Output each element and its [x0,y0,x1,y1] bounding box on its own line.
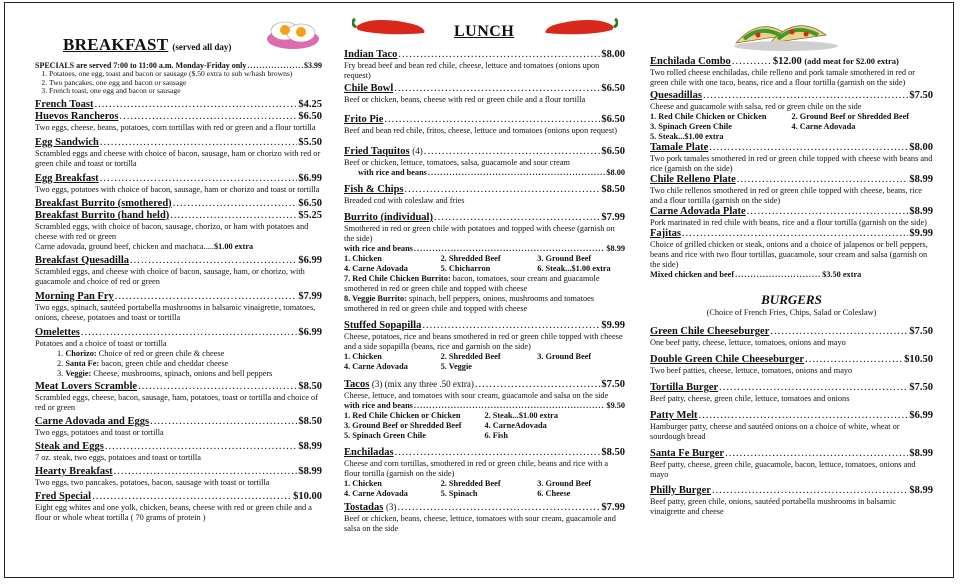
red-chile-icon [540,15,618,39]
list-item: 5. Spinach [440,489,478,498]
menu-item-omelettes: Omelettes ..... $6.99 Potatoes and a choice of toast or tortilla 1. Chorizo: Choice of red or green chile & cheese 2. Santa Fe: bacon, green chile and cheddar cheese 3. Veggie: Cheese, mushrooms, spinach, onions and bell peppers [35,327,322,379]
menu-item-stuffed-sopapilla: Stuffed Sopapilla ..... $9.99 Cheese, potatoes, rice and beans smothered in red or green chile topped with cheese and a side sopapilla (beans, rice and garnish on the side) 1. Chicken 2. Shredded Beef 3. Ground Beef 4. Carne Adovada 5. Veggie [344,320,625,372]
omelette-options [35,349,322,379]
sopapilla-options [344,352,625,372]
menu-item-carne-adovada-plate: Carne Adovada Plate ..... $8.99 Pork marinated in red chile with beans, rice and a flour tortilla (garnish on the side) [650,206,933,228]
menu-item-fajitas: Fajitas ..... $9.99 Choice of grilled chicken or steak, onions and a choice of jalapenos or bell peppers, beans and rice with two flour tortillas, guacamole, sour cream and salsa (garnish on the side) Mixed chicken and beef ..... $3.50 extra [650,228,933,280]
burgers-title: BURGERS [761,292,822,307]
list-item: 5. Chicharron [440,264,491,273]
menu-item-quesadillas: Quesadillas ..... $7.50 Cheese and guacamole with salsa, red or green chile on the side 1. Red Chile Chicken or Chicken 2. Ground Beef or Shredded Beef 3. Spinach Green Chile 4. Carne Adovada 5. Steak...$1.00 extra [650,90,933,142]
list-item: 3. Spinach Green Chile [650,122,732,131]
list-item: 2. Ground Beef or Shredded Beef [791,112,910,121]
list-item: 3. French toast, one egg and bacon or sausage [49,87,322,96]
menu-item-steak-eggs: Steak and Eggs ..... $8.99 7 oz. steak, two eggs, potatoes and toast or tortilla [35,441,322,463]
list-item: 6. Steak...$1.00 extra [537,264,611,273]
menu-item-fried-taquitos: Fried Taquitos (4) ..... $6.50 Beef or chicken, lettuce, tomatoes, salsa, guacamole and sour cream with rice and beans ..... $8.00 [344,145,625,178]
menu-item-chile-relleno-plate: Chile Relleno Plate ..... $8.99 Two chile rellenos smothered in red or green chile topped with cheese, beans, rice and a flour tortilla (garnish on the side) [650,174,933,206]
specials-header: SPECIALS are served 7:00 to 11:00 a.m. Monday-Friday only ..... $3.99 [35,61,322,70]
list-item: 1. Red Chile Chicken or Chicken [344,411,461,420]
list-item: 1. Chicken [344,479,382,488]
menu-item-enchilada-combo: Enchilada Combo ..... $12.00 (add meat for $2.00 extra) Two rolled cheese enchiladas, chile relleno and pork tamale smothered in red or green chile with one taco, beans, rice and a flour tortilla (garnish on the side) [650,55,933,88]
burrito-note: Carne adovada, ground beef, chicken and machaca.....$1.00 extra [35,241,254,251]
specials-list [35,70,322,96]
menu-item-tamale-plate: Tamale Plate ..... $8.00 Two pork tamales smothered in red or green chile topped with cheese with beans and rice (garnish on the side) [650,142,933,174]
list-item: 3. Ground Beef [537,254,592,263]
list-item: 2. Shredded Beef [440,254,501,263]
list-item: 5. Spinach Green Chile [344,431,426,440]
breakfast-subtitle: (served all day) [172,42,232,52]
breakfast-heading [63,35,231,55]
fried-eggs-icon [263,13,321,51]
menu-item-breakfast-quesadilla: Breakfast Quesadilla ..... $6.99 Scrambled eggs, and cheese with choice of bacon, sausage, ham, or chorizo, with guacamole and choice of red or green [35,255,322,287]
list-item: 4. Carne Adovada [344,489,408,498]
burgers-subtitle: (Choice of French Fries, Chips, Salad or Coleslaw) [706,308,877,317]
list-item: 4. Carne Adovada [344,264,408,273]
list-item: 4. Carne Adovada [791,122,856,131]
lunch-title: LUNCH [454,23,515,40]
list-item: 6. Cheese [537,489,571,498]
menu-item-egg-breakfast: Egg Breakfast ..... $6.99 Two eggs, potatoes with choice of bacon, sausage, ham or chorizo and toast or tortilla [35,173,322,195]
list-item: 2. Shredded Beef [440,352,501,361]
menu-item-morning-pan-fry: Morning Pan Fry ..... $7.99 Two eggs, spinach, sautéed portabella mushrooms in balsamic vinaigrette, tomatoes, onions, cheese, potatoes and toast or tortilla [35,291,322,323]
menu-item-philly-burger: Philly Burger ..... $8.99 Beef patty, green chile, onions, sautéed portabella mushrooms in balsamic vinaigrette and cheese [650,485,933,517]
menu-item-burrito-hand-held: Breakfast Burrito (hand held) ..... $5.25 Scrambled eggs, with choice of bacon, sausage, chorizo, or ham with potatoes and cheese with red or green Carne adovada, ground beef, chicken and machaca.....$1.00 extra [35,210,322,252]
menu-item-tacos: Tacos (3) (mix any three .50 extra) ..... $7.50 Cheese, lettuce, and tomatoes with sour cream, guacamole and salsa on the side with rice and beans ..... $9.50 1. Red Chile Chicken or Chicken 2. Steak...$1.00 extra 3. Ground Beef or Shredded Beef 4. CarneAdovada 5. Spinach Green Chile 6. Fish [344,378,625,441]
menu-item-santa-fe-burger: Santa Fe Burger ..... $8.99 Beef patty, cheese, green chile, guacamole, bacon, lettuce, tomatoes, onions and mayo [650,448,933,480]
burgers-section [650,292,933,517]
list-item: 3. Ground Beef [537,352,592,361]
menu-item-frito-pie: Frito Pie ..... $6.50 Beef and bean red chile, fritos, cheese, lettuce and tomatoes (onions upon request) [344,114,625,136]
menu-item-burrito-smothered: Breakfast Burrito (smothered) ..... $6.50 [35,198,322,210]
breakfast-column [35,3,322,579]
menu-item-enchiladas: Enchiladas ..... $8.50 Cheese and corn tortillas, smothered in red or green chile, beans and rice with a flour tortilla (garnish on the side) 1. Chicken 2. Shredded Beef 3. Ground Beef 4. Carne Adovada 5. Spinach 6. Cheese [344,447,625,499]
list-item: 1. Chicken [344,254,382,263]
list-item: 1. Potatoes, one egg, toast and bacon or sausage ($.50 extra to sub w/hash browns) [49,70,322,79]
tacos-icon [730,13,842,53]
menu-item-patty-melt: Patty Melt ..... $6.99 Hamburger patty, cheese and sautéed onions on a choice of white, wheat or sourdough bread [650,410,933,442]
list-item: 1. Red Chile Chicken or Chicken [650,112,767,121]
list-item: 2. Santa Fe: bacon, green chile and cheddar cheese [57,358,229,368]
menu-item-tortilla-burger: Tortilla Burger ..... $7.50 Beef patty, cheese, green chile, lettuce, tomatoes and onions [650,382,933,404]
list-item: 3. Ground Beef [537,479,592,488]
list-item: 3. Veggie: Cheese, mushrooms, spinach, onions and bell peppers [57,368,273,378]
menu-item-meat-lovers: Meat Lovers Scramble ..... $8.50 Scrambled eggs, cheese, bacon, sausage, ham, potatoes, toast or tortilla and choice of red or green [35,381,322,413]
menu-item-indian-taco: Indian Taco ..... $8.00 Fry bread beef and bean red chile, cheese, lettuce and tomatoes (onions upon request) [344,49,625,81]
menu-item-hearty-breakfast: Hearty Breakfast ..... $8.99 Two eggs, two pancakes, potatoes, bacon, sausage with toast or tortilla [35,466,322,488]
red-chile-icon [352,15,430,39]
list-item: 2. Steak...$1.00 extra [484,411,559,420]
list-item: 4. CarneAdovada [484,421,547,430]
list-item: 1. Chicken [344,352,382,361]
breakfast-title: BREAKFAST [63,35,169,54]
menu-item-green-chile-cheeseburger: Green Chile Cheeseburger ..... $7.50 One beef patty, cheese, lettuce, tomatoes, onions and mayo [650,326,933,348]
list-item: 3. Ground Beef or Shredded Beef [344,421,462,430]
list-item: 4. Carne Adovada [344,362,408,371]
menu-item-fish-chips: Fish & Chips ..... $8.50 Breaded cod with coleslaw and fries [344,184,625,206]
menu-item-egg-sandwich: Egg Sandwich ..... $5.50 Scrambled eggs and cheese with choice of bacon, sausage, ham or chorizo with red or green chile and toast or tortilla [35,137,322,169]
lunch-column [344,3,625,579]
menu-page [4,2,954,578]
menu-item-carne-adovada-eggs: Carne Adovada and Eggs ..... $8.50 Two eggs, potatoes and toast or tortilla [35,416,322,438]
list-item: 6. Fish [484,431,509,440]
quesadilla-options [650,112,933,132]
menu-item-burrito-individual: Burrito (individual) ..... $7.99 Smothered in red or green chile with potatoes and topped with cheese (garnish on the side) with rice and beans ..... $8.99 1. Chicken 2. Shredded Beef 3. Ground Beef 4. Carne Adovada 5. Chicharron 6. Steak...$1.00 extra 7. Red Chile Chicken Burrito: bacon, tomatoes, sour cream and guacamole smothered in red or green chile and topped with cheese 8. Veggie Burrito: spinach, bell peppers, onions, mushrooms and tomatoes smothered in red or green chile and topped with cheese [344,212,625,314]
list-item: 1. Chorizo: Choice of red or green chile & cheese [57,348,225,358]
list-item: 2. Two pancakes, one egg and bacon or sausage [49,79,322,88]
menu-item-french-toast: French Toast ..... $4.25 [35,99,322,111]
list-item: 5. Veggie [440,362,472,371]
menu-item-tostadas: Tostadas (3) ..... $7.99 Beef or chicken, beans, cheese, lettuce, tomatoes with sour cream, guacamole and salsa on the side [344,501,625,534]
menu-item-double-cheeseburger: Double Green Chile Cheeseburger ..... $10.50 Two beef patties, cheese, lettuce, tomatoes, onions and mayo [650,354,933,376]
tacos-options [344,411,625,441]
list-item: 2. Shredded Beef [440,479,501,488]
menu-item-huevos-rancheros: Huevos Rancheros ..... $6.50 Two eggs, cheese, beans, potatoes, corn tortillas with red or green and a flour tortilla [35,111,322,133]
menu-item-chile-bowl: Chile Bowl ..... $6.50 Beef or chicken, beans, cheese with red or green chile and a flour tortilla [344,83,625,105]
right-column [650,3,933,579]
enchilada-options [344,479,625,499]
menu-item-fred-special: Fred Special ..... $10.00 Eight egg whites and one yolk, chicken, beans, cheese with red or green chile and a flour or whole wheat tortilla ( 70 grams of protein ) [35,491,322,523]
burrito-options [344,254,625,274]
